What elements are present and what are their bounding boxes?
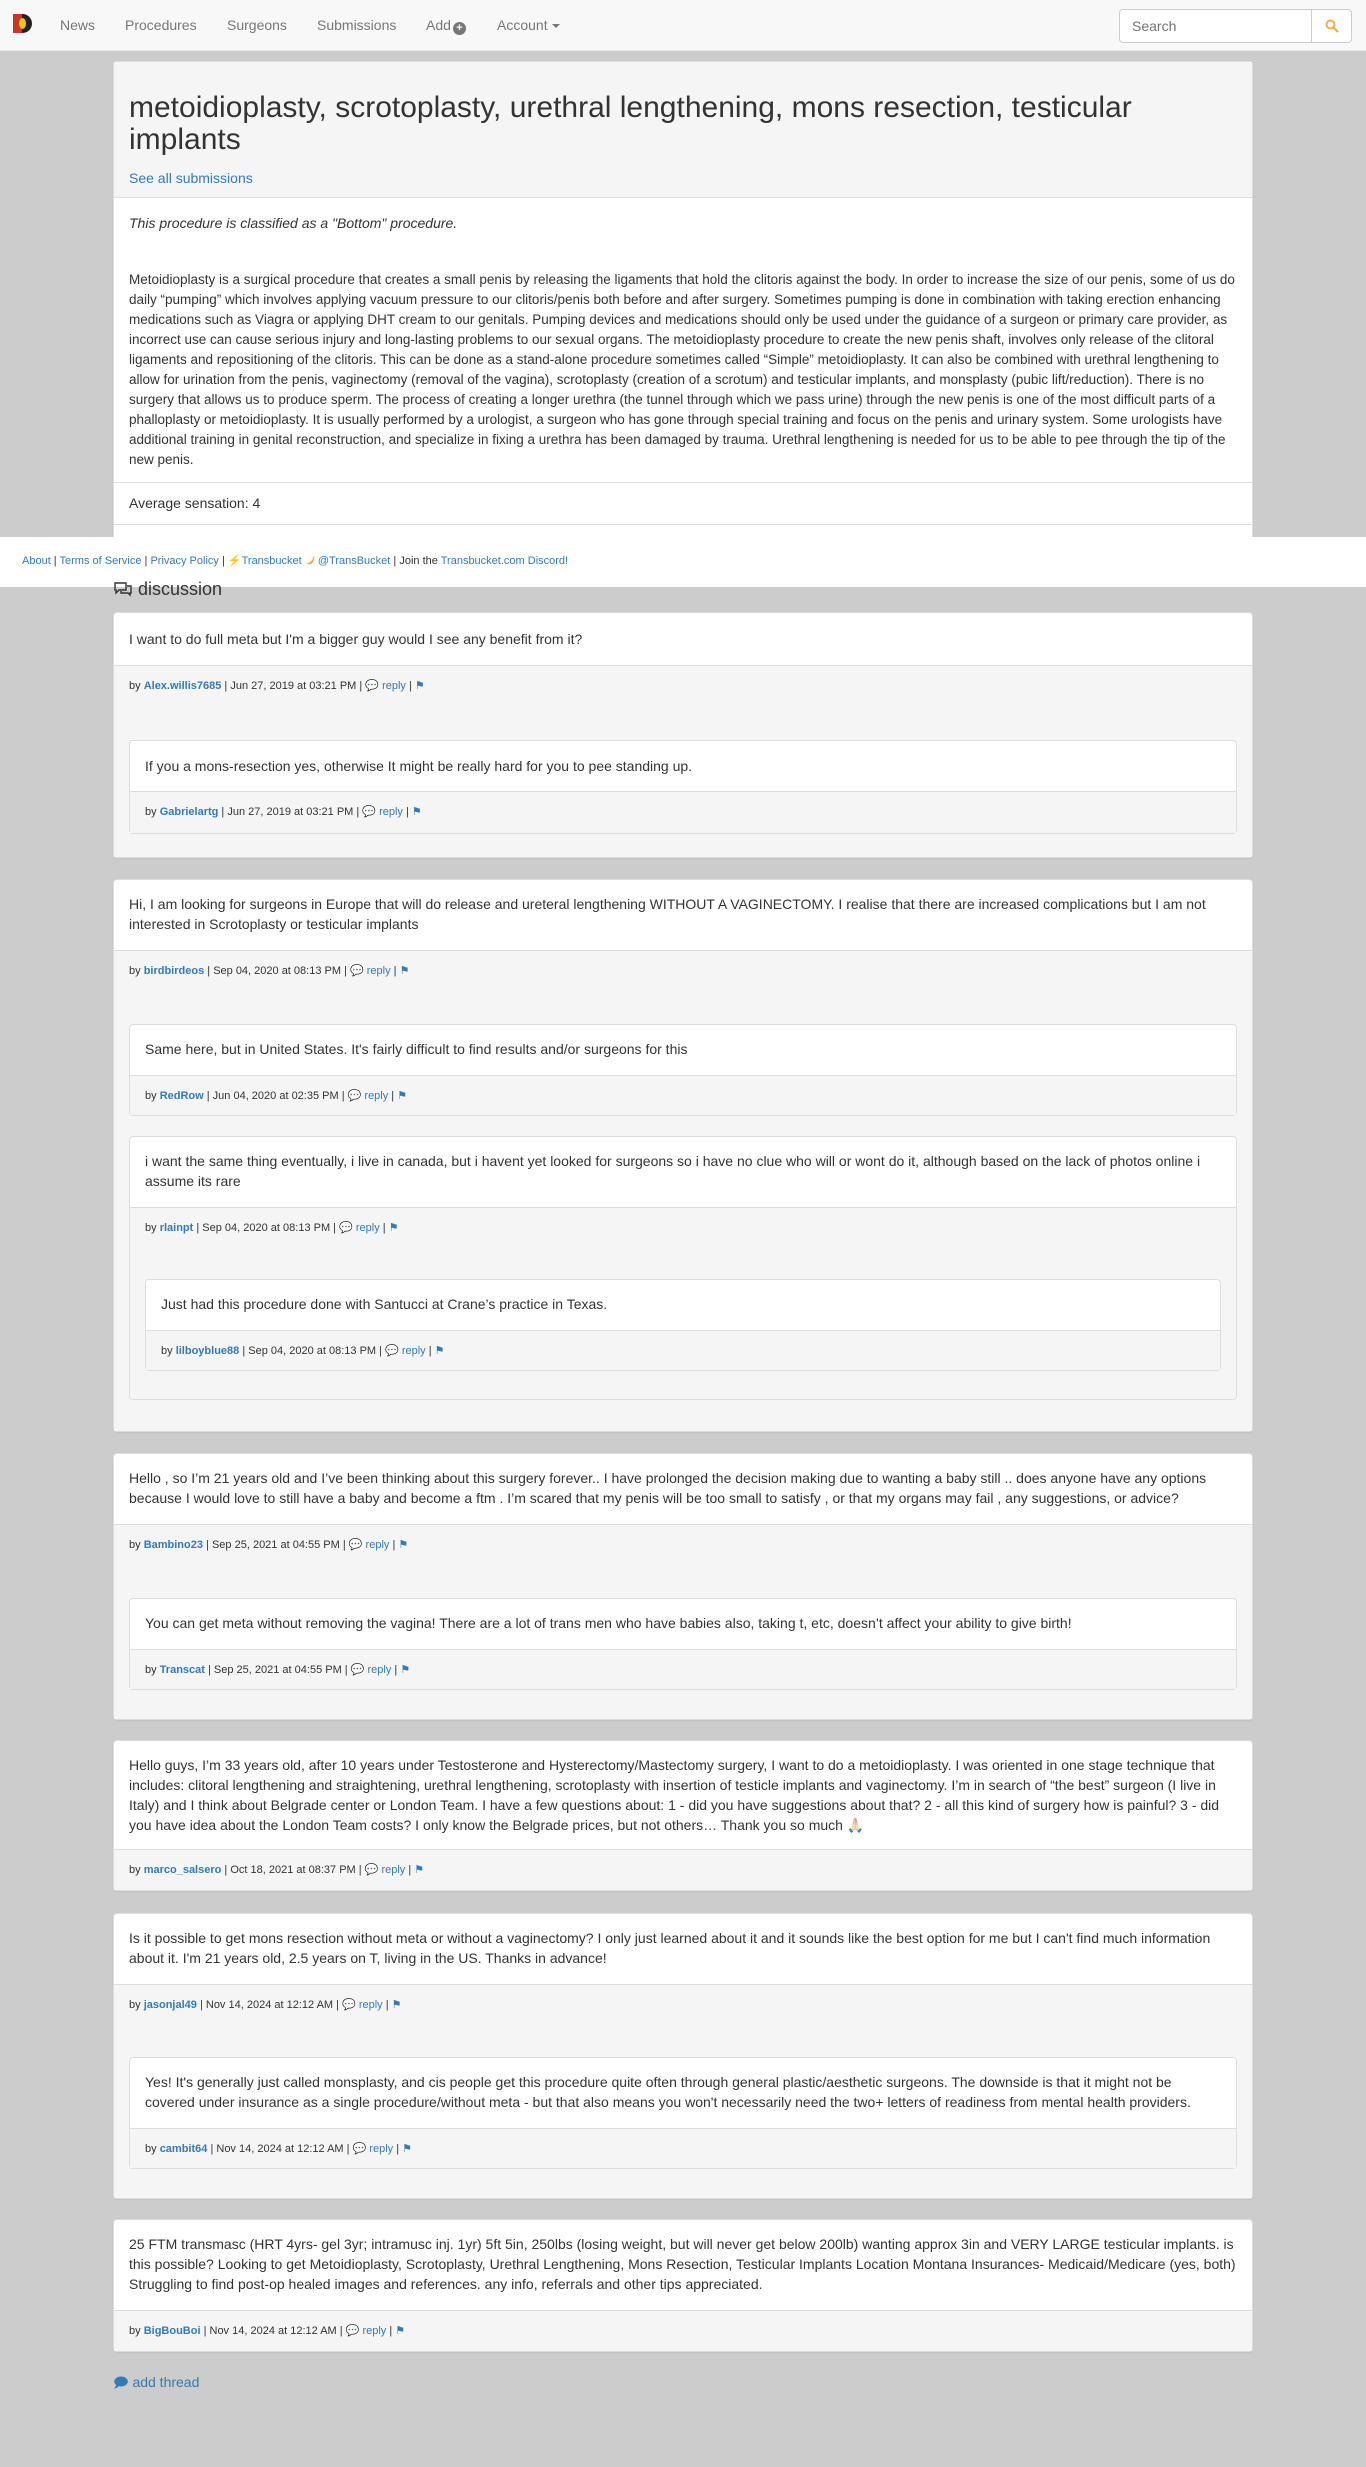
reply-meta: by Transcat | Sep 25, 2021 at 04:55 PM | 💬 reply | ⚑ <box>130 1649 1236 1689</box>
footer-about-link[interactable]: About <box>22 555 51 567</box>
reply-link-label: reply <box>367 1664 392 1676</box>
reply-author-link[interactable]: lilboyblue88 <box>175 1345 240 1357</box>
thread-author-link[interactable]: marco_salsero <box>143 1864 222 1876</box>
thread-meta: by jasonjal49 | Nov 14, 2024 at 12:12 AM | 💬 reply | ⚑ <box>114 1984 1252 2026</box>
reply-meta: by rlainpt | Sep 04, 2020 at 08:13 PM | 💬 reply | ⚑ <box>130 1207 1236 1247</box>
top-navbar <box>0 0 1366 51</box>
thread-author-link[interactable]: jasonjal49 <box>143 1999 197 2011</box>
reply-icon: 💬 <box>350 965 364 977</box>
reply-text: i want the same thing eventually, i live in canada, but i havent yet looked for surgeons so i have no clue who will or wont do it, although based on the lack of photos online i assume its rare <box>145 1153 1201 1189</box>
see-all-submissions-link[interactable]: See all submissions <box>129 170 253 186</box>
thread-author-link[interactable]: BigBouBoi <box>143 2325 201 2337</box>
nav-add[interactable] <box>426 17 466 35</box>
reply-date: Sep 25, 2021 at 04:55 PM <box>213 1664 342 1676</box>
flag-icon[interactable]: ⚑ <box>402 2143 413 2155</box>
reply-link-label: reply <box>366 965 391 977</box>
by-label: by <box>129 2325 141 2337</box>
by-label: by <box>129 680 141 692</box>
discussion-heading <box>113 579 222 600</box>
replies-area <box>114 2026 1252 2198</box>
reply-author-link[interactable]: RedRow <box>159 1090 204 1102</box>
thread-date: Oct 18, 2021 at 08:37 PM <box>230 1864 356 1876</box>
transbucket-logo-icon[interactable] <box>13 14 32 33</box>
thread <box>113 1453 1253 1720</box>
by-label: by <box>129 1999 141 2011</box>
thread-meta: by Bambino23 | Sep 25, 2021 at 04:55 PM | 💬 reply | ⚑ <box>114 1524 1252 1566</box>
thread <box>113 1913 1253 2199</box>
discussion-heading-text: discussion <box>138 579 223 599</box>
comments-icon <box>113 581 133 597</box>
footer-twitter-link[interactable]: @TransBucket <box>317 555 391 567</box>
reply-icon: 💬 <box>348 1539 363 1551</box>
reply-link-label: reply <box>382 680 406 692</box>
thread-text: 25 FTM transmasc (HRT 4yrs- gel 3yr; intramusc inj. 1yr) 5ft 5in, 250lbs (losing weight, but will never get below 200lb) wanting approx 3in and VERY LARGE testicular implants. is this possible? Looking to get Metoidioplasty, Scrotoplasty, Urethral Lengthening, Mons Resection, Testicular Implants Location Montana Insurances- Medicaid/Medicare (yes, both) Struggling to find post-op healed images and references. any info, referrals and other tips appreciated. <box>129 2236 1236 2292</box>
thread-author-link[interactable]: Alex.willis7685 <box>143 680 222 692</box>
thread-meta: by marco_salsero | Oct 18, 2021 at 08:37 PM | 💬 reply | ⚑ <box>114 1849 1252 1890</box>
flag-icon[interactable]: ⚑ <box>388 1222 399 1234</box>
by-label: by <box>145 1222 157 1234</box>
flag-icon[interactable]: ⚑ <box>434 1345 445 1357</box>
caret-down-icon <box>552 24 560 28</box>
flag-icon[interactable]: ⚑ <box>398 1539 409 1551</box>
thread-meta: by Alex.willis7685 | Jun 27, 2019 at 03:21 PM | 💬 reply | ⚑ <box>114 665 1252 707</box>
thread <box>113 879 1253 1432</box>
reply <box>145 1279 1221 1371</box>
thread <box>113 2219 1253 2352</box>
reply-link-label: reply <box>379 806 403 818</box>
reply-icon: 💬 <box>350 1664 365 1676</box>
footer-tos-link[interactable]: Terms of Service <box>59 555 142 567</box>
procedure-header <box>114 62 1252 198</box>
add-thread-link[interactable] <box>113 2372 199 2396</box>
reply-icon: 💬 <box>352 2143 367 2155</box>
twitter-icon <box>305 556 315 565</box>
reply-text: You can get meta without removing the vagina! There are a lot of trans men who have babies also, taking t, etc, doesn’t affect your ability to give birth! <box>145 1615 1072 1631</box>
procedure-description: Metoidioplasty is a surgical procedure that creates a small penis by releasing the ligaments that hold the clitoris against the body. In order to increase the size of our penis, some of us do daily “pumping” which involves applying vacuum pressure to our clitoris/penis both before and after surgery. Sometimes pumping is done in combination with taking erection enhancing medications such as Viagra or applying DHT cream to our genitals. Pumping devices and medications should only be used under the guidance of a surgeon or primary care provider, as incorrect use can cause serious injury and long-lasting problems to our sexual organs. The metoidioplasty procedure to create the new penis shaft, involves only release of the clitoral ligaments and repositioning of the clitoris. This can be done as a stand-alone procedure sometimes called “Simple” metoidioplasty. It can also be combined with urethral lengthening to allow for urination from the penis, vaginectomy (removal of the vagina), scrotoplasty (creation of a scrotum) and testicular implants, and monsplasty (pubic lift/reduction). There is no surgery that allows us to produce sperm. The process of creating a longer urethra (the tunnel through which we pass urine) through the new penis is one of the most difficult parts of a phalloplasty or metoidioplasty. It is usually performed by a urologist, a surgeon who has gone through special training and focus on the penis and urinary system. Some urologists have additional training in genital reconstruction, and specialize in fixing a urethra has been damaged by trauma. Urethral lengthening is needed for us to be able to pee through the tip of the new penis. <box>114 248 1252 483</box>
reply <box>129 2057 1237 2169</box>
reply-meta: by RedRow | Jun 04, 2020 at 02:35 PM | 💬 reply | ⚑ <box>130 1075 1236 1115</box>
footer-transbucket-link[interactable]: Transbucket <box>241 555 302 567</box>
reply-icon: 💬 <box>347 1090 362 1102</box>
search-input[interactable] <box>1119 9 1312 43</box>
replies-area <box>114 992 1252 1431</box>
reply-icon: 💬 <box>342 1999 356 2011</box>
reply-link[interactable] <box>385 1345 426 1357</box>
reply-link-label: reply <box>401 1345 426 1357</box>
lightning-icon: ⚡ <box>227 555 242 567</box>
reply-date: Jun 27, 2019 at 03:21 PM <box>227 806 354 818</box>
reply <box>129 1024 1237 1116</box>
reply <box>129 1136 1237 1400</box>
flag-icon[interactable]: ⚑ <box>395 2325 406 2337</box>
reply <box>129 1598 1237 1690</box>
site-footer: About | Terms of Service | Privacy Policy | ⚡Transbucket @TransBucket | Join the Transbucket.com Discord! <box>0 537 1366 587</box>
flag-icon[interactable]: ⚑ <box>397 1090 408 1102</box>
reply-icon: 💬 <box>339 1222 353 1234</box>
reply-link[interactable] <box>346 2325 387 2337</box>
search-icon <box>1325 19 1339 33</box>
reply-meta: by cambit64 | Nov 14, 2024 at 12:12 AM | 💬 reply | ⚑ <box>130 2128 1236 2168</box>
comment-icon: 🗩 <box>113 2374 129 2390</box>
reply-link-label: reply <box>355 1222 380 1234</box>
reply-author-link[interactable]: Transcat <box>159 1664 205 1676</box>
by-label: by <box>161 1345 173 1357</box>
footer-discord-link[interactable]: Transbucket.com Discord! <box>440 555 569 567</box>
plus-circle-icon: + <box>453 22 466 35</box>
thread-text: Hello , so I’m 21 years old and I’ve been thinking about this surgery forever.. I have prolonged the decision making due to wanting a baby still .. does anyone have any options because I would love to still have a baby and become a ftm . I’m scared that my penis will be too small to satisfy , or that my organs may fail , any suggestions, or advice? <box>129 1470 1207 1506</box>
average-sensation: Average sensation: 4 <box>114 483 1252 525</box>
reply-date: Nov 14, 2024 at 12:12 AM <box>216 2143 344 2155</box>
reply-link[interactable] <box>362 806 403 818</box>
thread-text: Hi, I am looking for surgeons in Europe that will do release and ureteral lengthening WITHOUT A VAGINECTOMY. I realise that there are increased complications but I am not interested in Scrotoplasty or testicular implants <box>129 896 1206 932</box>
thread-date: Jun 27, 2019 at 03:21 PM <box>230 680 357 692</box>
by-label: by <box>145 806 157 818</box>
flag-icon[interactable]: ⚑ <box>391 1999 402 2011</box>
reply-author-link[interactable]: cambit64 <box>159 2143 208 2155</box>
reply-icon: 💬 <box>385 1345 399 1357</box>
thread-meta: by BigBouBoi | Nov 14, 2024 at 12:12 AM | 💬 reply | ⚑ <box>114 2310 1252 2351</box>
page-title: metoidioplasty, scrotoplasty, urethral lengthening, mons resection, testicular implants <box>129 91 1132 156</box>
reply-link[interactable] <box>353 2143 394 2155</box>
reply-date: Sep 04, 2020 at 08:13 PM <box>248 1345 377 1357</box>
reply-icon: 💬 <box>362 806 377 818</box>
reply-author-link[interactable]: rlainpt <box>159 1222 194 1234</box>
reply-text: Just had this procedure done with Santucci at Crane’s practice in Texas. <box>161 1296 608 1312</box>
reply-link-label: reply <box>381 1864 406 1876</box>
nav-news[interactable]: News <box>60 17 96 33</box>
nav-surgeons[interactable]: Surgeons <box>227 17 287 33</box>
thread-date: Nov 14, 2024 at 12:12 AM <box>209 2325 337 2337</box>
reply-text: Same here, but in United States. It's fairly difficult to find results and/or surgeons for this <box>145 1041 688 1057</box>
add-thread-label: add thread <box>132 2374 200 2390</box>
replies-area <box>114 1566 1252 1719</box>
flag-icon[interactable]: ⚑ <box>399 965 410 977</box>
reply-link[interactable] <box>342 1999 383 2011</box>
thread-text: I want to do full meta but I'm a bigger guy would I see any benefit from it? <box>129 631 583 647</box>
nav-account-label: Account <box>497 17 548 33</box>
reply-meta: by lilboyblue88 | Sep 04, 2020 at 08:13 PM | 💬 reply | ⚑ <box>146 1330 1220 1370</box>
by-label: by <box>145 1090 157 1102</box>
thread-text: Hello guys, I’m 33 years old, after 10 years under Testosterone and Hysterectomy/Mastectomy surgery, I want to do a metoidioplasty. I was oriented in one stage technique that includes: clitoral lengthening and straightening, urethral lengthening, scrotoplasty with insertion of testicle implants and vaginectomy. I’m in search of “the best” surgeon (I live in Italy) and I think about Belgrade center or London Team. I have a few questions about: 1 - did you have suggestions about that? 2 - all this kind of surgery how is painful? 3 - did you have idea about the London Team costs? I only know the Belgrade prices, but not others… Thank you so much 🙏🏻 <box>129 1757 1220 1833</box>
nav-account[interactable] <box>497 17 560 33</box>
reply-link-label: reply <box>369 2143 394 2155</box>
thread-date: Sep 04, 2020 at 08:13 PM <box>213 965 342 977</box>
reply-date: Jun 04, 2020 at 02:35 PM <box>212 1090 339 1102</box>
thread <box>113 1740 1253 1891</box>
search-button[interactable] <box>1311 9 1352 43</box>
flag-icon[interactable]: ⚑ <box>400 1664 411 1676</box>
reply-icon: 💬 <box>365 680 380 692</box>
reply-date: Sep 04, 2020 at 08:13 PM <box>202 1222 331 1234</box>
reply-link[interactable] <box>365 680 406 692</box>
reply-link[interactable] <box>351 1664 392 1676</box>
nav-procedures[interactable]: Procedures <box>125 17 197 33</box>
nested-replies-area <box>130 1247 1236 1399</box>
by-label: by <box>145 1664 157 1676</box>
by-label: by <box>129 965 141 977</box>
reply-icon: 💬 <box>345 2325 360 2337</box>
replies-area <box>114 707 1252 857</box>
reply-text: Yes! It's generally just called monsplasty, and cis people get this procedure quite often through general plastic/aesthetic surgeons. The downside is that it might not be covered under insurance as a single procedure/without meta - but that also means you won't necessarily need the two+ letters of readiness from mental health providers. <box>145 2074 1191 2110</box>
reply-link-label: reply <box>364 1090 389 1102</box>
reply <box>129 740 1237 834</box>
by-label: by <box>129 1864 141 1876</box>
reply-link-label: reply <box>362 2325 387 2337</box>
reply-icon: 💬 <box>364 1864 379 1876</box>
by-label: by <box>129 1539 141 1551</box>
thread-author-link[interactable]: Bambino23 <box>143 1539 203 1551</box>
footer-privacy-link[interactable]: Privacy Policy <box>150 555 219 567</box>
reply-link[interactable] <box>348 1090 389 1102</box>
flag-icon[interactable]: ⚑ <box>414 1864 425 1876</box>
reply-link-label: reply <box>365 1539 390 1551</box>
reply-author-link[interactable]: Gabrielartg <box>159 806 219 818</box>
reply-link[interactable] <box>350 965 391 977</box>
nav-submissions[interactable]: Submissions <box>317 17 397 33</box>
reply-meta: by Gabrielartg | Jun 27, 2019 at 03:21 PM | 💬 reply | ⚑ <box>130 791 1236 833</box>
reply-text: If you a mons-resection yes, otherwise It might be really hard for you to pee standing up. <box>145 758 693 774</box>
reply-link[interactable] <box>365 1864 406 1876</box>
thread-author-link[interactable]: birdbirdeos <box>143 965 205 977</box>
procedure-classification: This procedure is classified as a "Bottom" procedure. <box>129 215 458 231</box>
by-label: by <box>145 2143 157 2155</box>
thread-date: Sep 25, 2021 at 04:55 PM <box>211 1539 340 1551</box>
thread-date: Nov 14, 2024 at 12:12 AM <box>205 1999 334 2011</box>
flag-icon[interactable]: ⚑ <box>414 680 425 692</box>
nav-add-label: Add <box>426 17 451 33</box>
thread <box>113 612 1253 858</box>
footer-join-text: Join the <box>399 555 438 567</box>
procedure-panel <box>113 61 1253 541</box>
flag-icon[interactable]: ⚑ <box>411 806 422 818</box>
thread-meta: by birdbirdeos | Sep 04, 2020 at 08:13 PM | 💬 reply | ⚑ <box>114 950 1252 992</box>
reply-link[interactable] <box>349 1539 390 1551</box>
reply-link[interactable] <box>339 1222 380 1234</box>
reply-link-label: reply <box>358 1999 383 2011</box>
thread-text: Is it possible to get mons resection without meta or without a vaginectomy? I only just learned about it and it sounds like the best option for me but I can't find much information about it. I'm 21 years old, 2.5 years on T, living in the US. Thanks in advance! <box>129 1930 1211 1966</box>
